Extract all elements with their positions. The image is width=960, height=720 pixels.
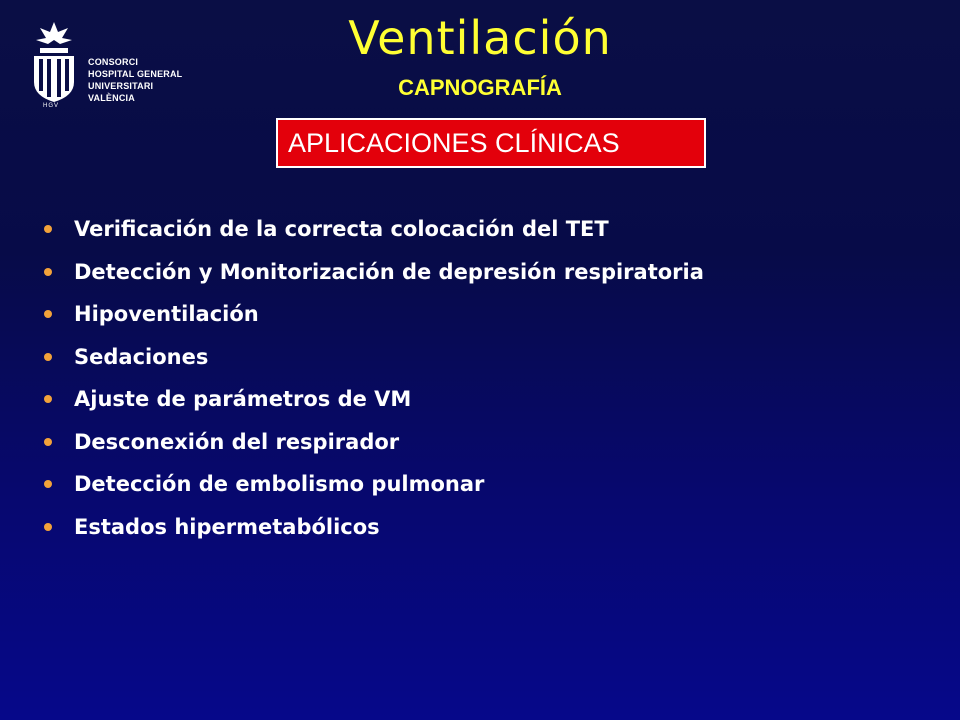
bullet-text: Detección y Monitorización de depresión respiratoria (74, 259, 704, 284)
bullet-dot-icon (44, 480, 52, 488)
bullet-dot-icon (44, 438, 52, 446)
logo-line: UNIVERSITARI (88, 81, 154, 91)
bullet-text: Sedaciones (74, 344, 209, 369)
bullet-dot-icon (44, 268, 52, 276)
bullet-dot-icon (44, 353, 52, 361)
bullet-text: Desconexión del respirador (74, 429, 400, 454)
bullet-text: Detección de embolismo pulmonar (74, 472, 485, 496)
bullet-item (44, 336, 704, 379)
logo-mark-label: HGV (43, 103, 60, 109)
logo-line: HOSPITAL GENERAL (88, 69, 183, 79)
bullet-item (44, 421, 704, 464)
bullet-item (44, 378, 704, 421)
bullet-text: Verificación de la correcta colocación del TET (74, 217, 609, 241)
bullet-list (44, 208, 704, 548)
bullet-dot-icon (44, 225, 52, 233)
bullet-item (44, 463, 704, 506)
slide-title: Ventilación (348, 11, 612, 65)
bullet-dot-icon (44, 395, 52, 403)
bullet-text: Ajuste de parámetros de VM (74, 387, 412, 411)
bullet-item (44, 208, 704, 251)
bullet-text: Hipoventilación (74, 302, 259, 326)
section-title: APLICACIONES CLÍNICAS (288, 128, 620, 158)
logo-line: CONSORCI (88, 57, 139, 67)
slide-subtitle: CAPNOGRAFÍA (398, 75, 562, 100)
section-heading-box (276, 118, 706, 168)
bullet-item (44, 293, 704, 336)
bullet-text: Estados hipermetabólicos (74, 514, 380, 539)
bullet-dot-icon (44, 310, 52, 318)
bullet-dot-icon (44, 523, 52, 531)
bullet-item (44, 506, 704, 549)
logo-line: VALÈNCIA (88, 93, 135, 103)
bullet-item (44, 251, 704, 294)
